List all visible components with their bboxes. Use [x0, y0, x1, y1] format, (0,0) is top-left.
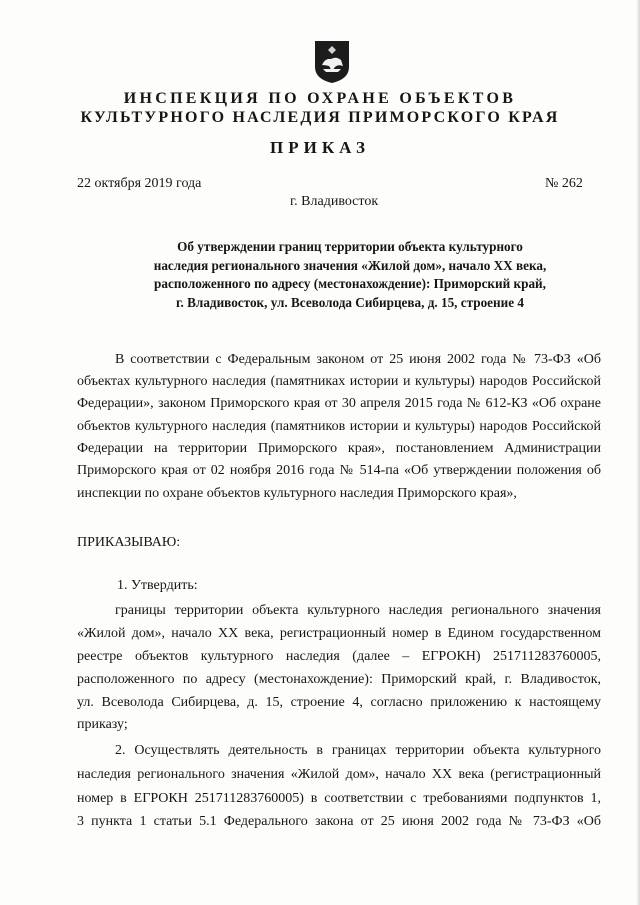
item-1-line: расположенного по адресу (местонахождение): Приморский край, г. Владивосток,	[77, 672, 601, 687]
preamble-line: инспекции по охране объектов культурного наследия Приморского края»,	[77, 486, 517, 501]
preamble-line: Федерации», законом Приморского края от 30 апреля 2015 года № 612-КЗ «Об охране	[77, 396, 601, 411]
subject-line: г. Владивосток, ул. Всеволода Сибирцева, д. 15, строение 4	[176, 294, 524, 310]
preamble-line: объектов культурного наследия (памятников истории и культуры) народов Российской	[77, 419, 601, 434]
coat-of-arms-icon	[314, 40, 350, 84]
organization-title	[70, 89, 570, 127]
item-2-line: 2. Осуществлять деятельность в границах территории объекта культурного	[115, 743, 601, 758]
document-type: ПРИКАЗ	[270, 138, 370, 157]
organization-title-line-1: ИНСПЕКЦИЯ ПО ОХРАНЕ ОБЪЕКТОВ	[123, 90, 517, 107]
item-1-heading: 1. Утвердить:	[117, 578, 198, 593]
preamble-line: объектах культурного наследия (памятниках истории и культуры) народов Российской	[77, 374, 601, 389]
item-1-line: реестре объектов культурного наследия (далее – ЕГРОКН) 251711283760005,	[77, 649, 601, 664]
document-city: г. Владивосток	[290, 194, 379, 209]
item-2-line: номер в ЕГРОКН 251711283760005) в соответствии с требованиями подпунктов 1,	[77, 791, 601, 806]
organization-title-line-2: КУЛЬТУРНОГО НАСЛЕДИЯ ПРИМОРСКОГО КРАЯ	[80, 109, 560, 126]
item-1-line: приказу;	[77, 717, 128, 732]
subject-line: наследия регионального значения «Жилой дом», начало XX века,	[153, 257, 547, 273]
item-2-line: 3 пункта 1 статьи 5.1 Федерального закона от 25 июня 2002 года № 73-ФЗ «Об	[77, 814, 601, 829]
item-1-line: границы территории объекта культурного наследия регионального значения	[115, 603, 601, 618]
document-number: № 262	[545, 176, 583, 191]
subject-line: Об утверждении границ территории объекта культурного	[177, 239, 523, 254]
item-2-line: наследия регионального значения «Жилой дом», начало XX века (регистрационный	[77, 767, 601, 782]
preamble-line: Приморского края от 02 ноября 2016 года № 514-па «Об утверждении положения об	[77, 463, 601, 478]
subject-line: расположенного по адресу (местонахождение): Приморский край,	[154, 276, 546, 291]
document-date: 22 октября 2019 года	[77, 176, 202, 191]
item-1-line: ул. Всеволода Сибирцева, д. 15, строение 4, согласно приложению к настоящему	[77, 695, 601, 710]
preamble-line: Федерации на территории Приморского края», постановлением Администрации	[77, 441, 601, 456]
document-subject	[120, 238, 580, 312]
order-word: ПРИКАЗЫВАЮ:	[77, 535, 181, 550]
preamble-line: В соответствии с Федеральным законом от 25 июня 2002 года № 73-ФЗ «Об	[115, 352, 601, 367]
scan-edge-shadow	[636, 0, 640, 905]
item-1-line: «Жилой дом», начало XX века, регистрационный номер в Едином государственном	[77, 626, 601, 641]
